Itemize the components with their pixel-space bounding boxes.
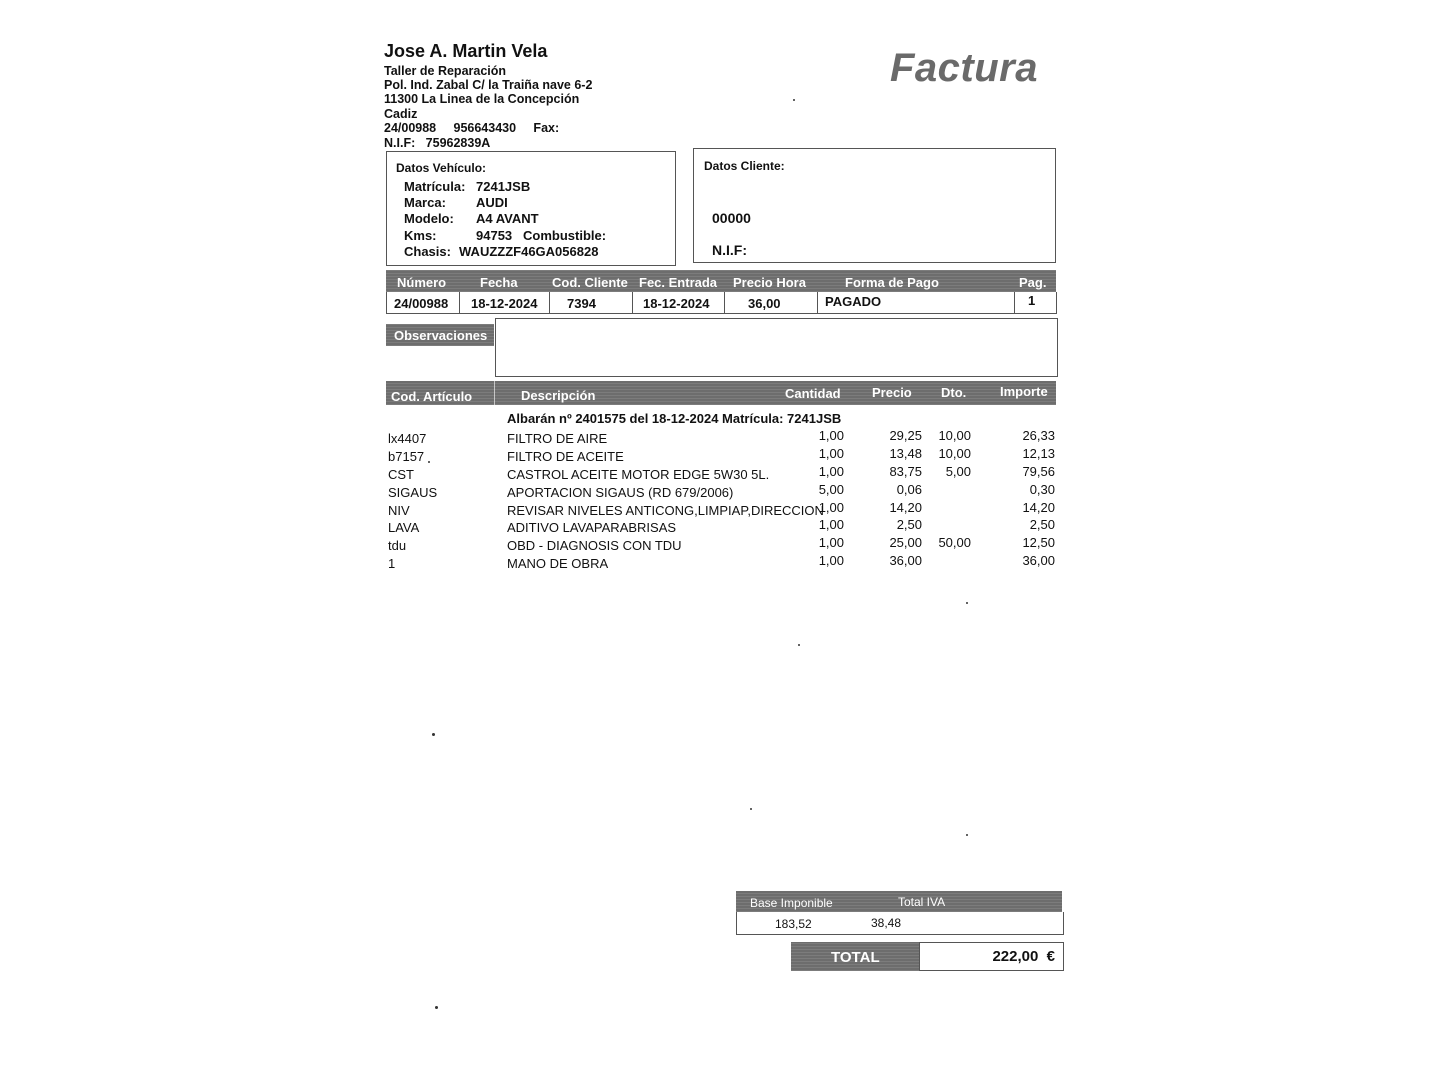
scan-speck <box>966 834 968 836</box>
item-qty: 1,00 <box>818 500 844 515</box>
client-code: 00000 <box>712 210 751 226</box>
company-line-3: 11300 La Linea de la Concepción <box>384 92 580 106</box>
item-desc: OBD - DIAGNOSIS CON TDU <box>507 538 682 553</box>
company-line-1: Taller de Reparación <box>384 64 507 78</box>
item-code: lx4407 <box>388 431 427 446</box>
item-desc: FILTRO DE AIRE <box>507 431 608 446</box>
item-dto: 5,00 <box>945 464 971 479</box>
item-qty: 1,00 <box>818 446 844 461</box>
item-qty: 1,00 <box>818 428 844 443</box>
document-title: Factura <box>890 46 1038 90</box>
scan-speck <box>793 99 795 101</box>
totals-header-bar <box>736 891 1062 912</box>
modelo-value: A4 AVANT <box>476 211 539 226</box>
total-value-box <box>919 942 1064 971</box>
item-desc: APORTACION SIGAUS (RD 679/2006) <box>507 485 734 500</box>
invoice-values-row <box>386 292 1057 314</box>
item-code: tdu <box>388 538 407 553</box>
albaran-line: Albarán nº 2401575 del 18-12-2024 Matrícula: 7241JSB <box>507 411 842 426</box>
total-iva-value: 38,48 <box>871 916 902 930</box>
item-price: 13,48 <box>889 446 922 461</box>
invoice-precio-hora: 36,00 <box>748 296 781 311</box>
item-qty: 1,00 <box>818 517 844 532</box>
modelo-label: Modelo: <box>404 211 454 226</box>
col-cod-cliente: Cod. Cliente <box>552 275 628 290</box>
col-fec-entrada: Fec. Entrada <box>639 275 718 290</box>
total-label: TOTAL <box>831 949 880 966</box>
base-imponible-label: Base Imponible <box>750 896 833 910</box>
company-name: Jose A. Martin Vela <box>384 41 548 61</box>
scan-speck <box>435 1006 438 1009</box>
invoice-pag: 1 <box>1028 293 1036 308</box>
marca-value: AUDI <box>476 195 508 210</box>
col-pag: Pag. <box>1019 275 1047 290</box>
invoice-fec-entrada: 18-12-2024 <box>643 296 710 311</box>
item-dto: 50,00 <box>938 535 971 550</box>
item-code: SIGAUS <box>388 485 438 500</box>
scan-speck <box>750 808 752 810</box>
item-code: LAVA <box>388 520 420 535</box>
item-qty: 1,00 <box>818 553 844 568</box>
matricula-value: 7241JSB <box>476 179 531 194</box>
total-label-bar <box>791 942 919 971</box>
observaciones-label: Observaciones <box>394 328 488 343</box>
item-price: 25,00 <box>889 535 922 550</box>
chasis-value: WAUZZZF46GA056828 <box>459 244 599 259</box>
invoice-numero: 24/00988 <box>394 296 449 311</box>
item-amount: 14,20 <box>1022 500 1055 515</box>
marca-label: Marca: <box>404 195 446 210</box>
combustible-label: Combustible: <box>523 228 607 243</box>
item-price: 29,25 <box>889 428 922 443</box>
kms-value: 94753 <box>476 228 513 243</box>
col-descripcion: Descripción <box>521 388 596 403</box>
invoice-fecha: 18-12-2024 <box>471 296 538 311</box>
col-cantidad: Cantidad <box>785 386 841 401</box>
item-amount: 79,56 <box>1022 464 1055 479</box>
base-imponible-value: 183,52 <box>775 917 812 931</box>
item-desc: FILTRO DE ACEITE <box>507 449 624 464</box>
scan-speck <box>432 733 435 736</box>
company-line-2: Pol. Ind. Zabal C/ la Traiña nave 6-2 <box>384 78 593 92</box>
matricula-label: Matrícula: <box>404 179 466 194</box>
item-qty: 1,00 <box>818 464 844 479</box>
item-code: b7157 <box>388 449 425 464</box>
vehicle-box <box>386 151 676 266</box>
item-desc: REVISAR NIVELES ANTICONG,LIMPIAP,DIRECCION <box>507 503 824 518</box>
item-desc: ADITIVO LAVAPARABRISAS <box>507 520 677 535</box>
scan-speck <box>798 644 800 646</box>
totals-values-row <box>736 912 1064 935</box>
observaciones-box <box>495 318 1058 377</box>
col-forma-pago: Forma de Pago <box>845 275 939 290</box>
chasis-label: Chasis: <box>404 244 451 259</box>
items-header-bar <box>386 381 1056 405</box>
client-box <box>693 148 1056 263</box>
col-precio-hora: Precio Hora <box>733 275 806 290</box>
col-cod-articulo: Cod. Artículo <box>391 389 473 404</box>
client-box-label: Datos Cliente: <box>704 159 785 173</box>
item-amount: 26,33 <box>1022 428 1055 443</box>
col-dto: Dto. <box>941 385 967 400</box>
item-amount: 12,13 <box>1022 446 1055 461</box>
company-line-5: 24/00988 956643430 Fax: <box>384 121 560 135</box>
client-nif-label: N.I.F: <box>712 242 747 258</box>
item-code: CST <box>388 467 414 482</box>
item-code: NIV <box>388 503 410 518</box>
vehicle-box-label: Datos Vehículo: <box>396 161 487 175</box>
total-value: 222,00 € <box>992 948 1055 965</box>
item-price: 2,50 <box>896 517 922 532</box>
total-iva-label: Total IVA <box>898 895 946 909</box>
col-numero: Número <box>397 275 447 290</box>
col-precio: Precio <box>872 385 912 400</box>
scan-speck <box>428 461 430 463</box>
item-amount: 2,50 <box>1029 517 1055 532</box>
col-importe: Importe <box>1000 384 1048 399</box>
observaciones-label-bar <box>386 324 494 346</box>
item-amount: 12,50 <box>1022 535 1055 550</box>
invoice-forma-pago: PAGADO <box>825 294 882 309</box>
item-price: 36,00 <box>889 553 922 568</box>
kms-label: Kms: <box>404 228 437 243</box>
item-qty: 5,00 <box>818 482 844 497</box>
scan-speck <box>966 602 968 604</box>
item-amount: 0,30 <box>1029 482 1055 497</box>
item-price: 14,20 <box>889 500 922 515</box>
item-dto: 10,00 <box>938 446 971 461</box>
item-code: 1 <box>388 556 396 571</box>
invoice-header-bar <box>386 270 1056 292</box>
invoice-cod-cliente: 7394 <box>567 296 596 311</box>
company-nif: N.I.F: 75962839A <box>384 136 491 150</box>
item-desc: CASTROL ACEITE MOTOR EDGE 5W30 5L. <box>507 467 770 482</box>
item-price: 83,75 <box>889 464 922 479</box>
company-line-4: Cadiz <box>384 107 418 121</box>
col-fecha: Fecha <box>480 275 518 290</box>
item-dto: 10,00 <box>938 428 971 443</box>
item-desc: MANO DE OBRA <box>507 556 609 571</box>
item-qty: 1,00 <box>818 535 844 550</box>
item-price: 0,06 <box>896 482 922 497</box>
item-amount: 36,00 <box>1022 553 1055 568</box>
